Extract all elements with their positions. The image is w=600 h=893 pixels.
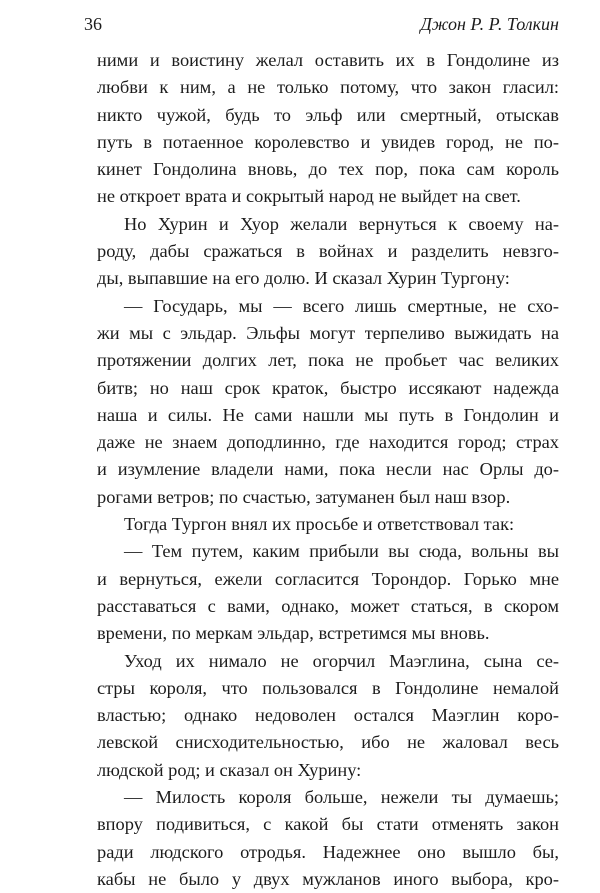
text-line: любви к ним, а не только потому, что закон гласил: — [97, 77, 559, 98]
text-line: времени, по меркам эльдар, встретимся мы вновь. — [97, 623, 490, 644]
text-line: — Государь, мы — всего лишь смертные, не схо- — [124, 295, 559, 316]
page-number: 36 — [84, 14, 102, 34]
text-line: роду, дабы сражаться в войнах и разделить невзго- — [97, 241, 559, 262]
text-line: путь в потаенное королевство и увидев город, не по- — [97, 131, 559, 152]
text-line: ды, выпавшие на его долю. И сказал Хурин Тургону: — [97, 268, 510, 289]
text-line: даже не знаем доподлинно, где находится город; страх — [97, 432, 559, 453]
text-line: ними и воистину желал оставить их в Гондолине из — [97, 50, 559, 70]
text-line: впору подивиться, с какой бы стати отменять закон — [97, 814, 559, 835]
text-line: — Тем путем, каким прибыли вы сюда, вольны вы — [124, 541, 559, 562]
text-line: и изумление владели нами, пока несли нас Орлы до- — [97, 459, 559, 480]
text-line: и вернуться, ежели согласится Торондор. Горько мне — [97, 568, 559, 589]
author-name: Джон Р. Р. Толкин — [420, 14, 559, 34]
text-line: кинет Гондолина вновь, до тех пор, пока сам король — [97, 159, 559, 180]
text-line: властью; однако недоволен остался Маэглин коро- — [97, 705, 559, 726]
text-line: людской род; и сказал он Хурину: — [97, 759, 362, 780]
text-line: Уход их нимало не огорчил Маэглина, сына се- — [124, 650, 559, 671]
text-line: протяжении долгих лет, пока не пробьет час великих — [97, 350, 559, 371]
text-line: расставаться с вами, однако, может статься, в скором — [97, 595, 559, 616]
text-line: битв; но наш срок краток, быстро иссякают надежда — [97, 377, 559, 398]
text-line: никто чужой, будь то эльф или смертный, отыскав — [97, 104, 559, 125]
text-line: Но Хурин и Хуор желали вернуться к своему на- — [124, 213, 559, 234]
running-head — [84, 12, 559, 36]
text-line: стры короля, что пользовался в Гондолине немалой — [97, 677, 559, 698]
body-text — [97, 47, 559, 893]
text-line: левской снисходительностью, ибо не жаловал весь — [97, 732, 559, 753]
text-line: не откроет врата и сокрытый народ не выйдет на свет. — [97, 186, 521, 207]
text-line: ради людского отродья. Надежнее оно вышло бы, — [97, 841, 559, 862]
text-line: — Милость короля больше, нежели ты думаешь; — [124, 787, 559, 808]
text-line: рогами ветров; по счастью, затуманен был наш взор. — [97, 486, 511, 507]
text-line: кабы не было у двух мужланов иного выбора, кро- — [97, 868, 559, 889]
text-line: Тогда Тургон внял их просьбе и ответствовал так: — [124, 514, 515, 535]
text-line: жи мы с эльдар. Эльфы могут терпеливо выжидать на — [97, 322, 559, 343]
text-line: наша и силы. Не сами нашли мы путь в Гондолин и — [97, 404, 559, 425]
